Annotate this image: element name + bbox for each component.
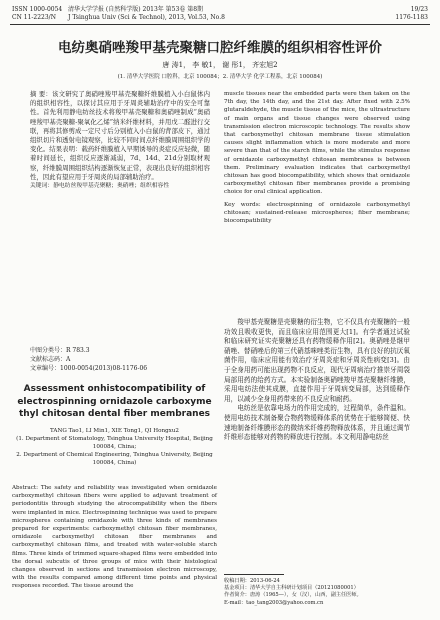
abstract-cn — [30, 90, 210, 190]
footnote-email: E-mail：tao_tang2003@yahoo.com.cn — [224, 599, 324, 606]
article-title-cn: 电纺奥硝唑羧甲基壳聚糖口腔纤维膜的组织相容性评价 — [58, 40, 382, 56]
affiliation-en-1: (1. Department of Stomatology, Tsinghua University Hospital, Beijing 100084, China; — [16, 436, 213, 450]
body-text-cn — [224, 318, 410, 443]
page-info — [395, 6, 428, 22]
page-number: 19/23 — [410, 6, 428, 13]
authors-en-block — [12, 427, 217, 467]
page-range: 1176-1183 — [395, 14, 428, 21]
authors-en: TANG Tao1, LI Min1, XIE Tong1, QI Hongxu2 — [50, 428, 179, 434]
authors-cn: 唐 涛1， 李 敏1， 谢 彤1， 齐宏旭2 — [162, 61, 278, 69]
document-code: 文献标志码：A — [30, 356, 71, 363]
abstract-cn-text: 摘 要：该文研究了奥硝唑羧甲基壳聚糖纤维膜植入小白鼠体内的组织相容性，以探讨其应用于牙周炎辅助治疗中的安全可靠性。首先利用静电纺丝技术将羧甲基壳聚糖和奥硝唑制成“奥硝唑羧甲基壳聚糖-聚氧化乙烯”纳米纤维材料，并用戊二醛进行交联，再将其修剪成一定尺寸后分别植入小白鼠的背部皮下，通过组织切片和透射电镜观察，比较不同时间点纤维膜周围组织学的变化。结果表明：载药纤维膜植入早期诱导的炎症反应轻微，随着时间延长，组织反应逐渐减弱，7d、14d、21d分别取材观察，纤维膜周围组织结构逐渐恢复正常，表现出良好的组织相容性，因此有望应用于牙周炎的局部辅助治疗。 — [30, 90, 210, 181]
journal-codes — [12, 6, 62, 22]
affiliation-cn: (1. 清华大学医院 口腔科，北京 100084；2. 清华大学 化学工程系，北京 100084) — [117, 74, 323, 80]
body-paragraph-1: 羧甲基壳聚糖是壳聚糖的衍生物，它不仅具有壳聚糖的一般功效且吸收更快，而且临床应用范围更大[1]。有学者通过试验和临床研究证实壳聚糖还具有药物缓释作用[2]。奥硝唑是继甲硝唑、替硝唑后的第三代硝基咪唑类衍生物，具有良好的抗厌氧菌作用，临床应用能有效治疗牙周炎症和牙周炎性病变[3]。由于全身用药可能出现药物不良反应，现代牙周病治疗推崇牙周袋局部用药的给药方式。本实验制备奥硝唑羧甲基壳聚糖纤维膜，采用电纺法使其成膜，直接作用于牙周病变局部，达到缓释作用，以减少全身用药带来的不良反应和耐药。 — [224, 318, 410, 403]
header-rule — [10, 24, 430, 25]
clc-number: 中图分类号：R 783.3 — [30, 347, 90, 354]
journal-name-en: J Tsinghua Univ (Sci & Technol), 2013, Vol.53, No.8 — [68, 14, 225, 21]
cn-number: CN 11-2223/N — [12, 14, 56, 21]
keywords-en: Key words: electrospinning of ornidazole carboxymethyl chitosan; sustained-release microspheres; fiber membrane; biocompatibility — [224, 201, 410, 225]
classification-block — [30, 346, 210, 373]
article-number: 文章编号：1000-0054(2013)08-1176-06 — [30, 365, 148, 372]
abstract-en-right-text: muscle tissues near the embedded parts were then taken on the 7th day, the 14th day, and the 21st day. After fixed with 2.5% glutaraldehyde, the muscle tissue of the mice, the ultrastructure of main organs and tissue changes were observed using transmission electron microscopic technology. The results show that carboxymethyl chitosan membrane tissue stimulation causes slight inflammation which is more moderate and more severe than that of the starch films, while the stimulus response of ornidazole carboxymethyl chitosan membranes is between them. Preliminary evaluation indicates that carboxymethyl chitosan has good biocompatibility, which shows that ornidazole carboxymethyl chitosan fiber membranes provide a promising choice for oral clinical application. — [224, 91, 410, 196]
footnotes — [224, 578, 410, 607]
keywords-cn: 关键词：静电纺丝羧甲基壳聚糖；奥硝唑；组织相容性 — [30, 183, 170, 190]
footnote-rule — [224, 574, 284, 575]
article-title-en: Assessment onhistocompatibility of electrospinning ornidazole carboxyme thyl chitosan dental fiber membranes — [17, 384, 212, 419]
abstract-en-continued — [224, 90, 410, 225]
affiliation-en-2: 2. Department of Chemical Engineering, Tsinghua University, Beijing 100084, China) — [16, 452, 213, 466]
journal-name-cn: 清华大学学报 (自然科学版) 2013年 第53卷 第8期 — [68, 6, 204, 13]
body-paragraph-2: 电纺丝是依靠电场力的作用完成的，过程简单，条件温和。使用电纺技术制备聚合物药物缓释体系的优势在于能够简便、快速地制备纤维膜形态的微纳米纤维药物释放体系，并且通过调节纤维形态能够对药物的释放进行控制。本文利用静电纺丝 — [224, 404, 410, 442]
footnote-author: 作者简介：唐涛（1965—），女（汉），山西，副主任医师。 — [224, 592, 362, 599]
abstract-en: Abstract: The safety and reliability was investigated when ornidazole carboxymethyl chitosan fibers were applied to adjuvant treatment of periodontitis through studying the atrocompatibility when the fibers were implanted in mice. Electrospinning technique was used to prepare microspheres containing ornidazole with three kinds of membranes prepared for experiments: carboxymethyl chitosan fiber membranes, ornidazole carboxymethyl chitosan fiber membranes and carboxymethyl chitosan films, and treated with water-soluble starch films. Three kinds of trimmed square-shaped films were embedded into the dorsal subcutis of three groups of mice with their histological changes observed in sections and transmission electron microscopy, with the results compared among different time points and physical responses recorded. The tissue around the — [12, 485, 217, 590]
issn: ISSN 1000-0054 — [12, 6, 63, 13]
footnote-received: 收稿日期：2013-06-24 — [224, 578, 280, 584]
journal-name — [68, 6, 225, 22]
footnote-funding: 基金项目：清华大学自主科研计划项目（20121080001） — [224, 585, 359, 592]
